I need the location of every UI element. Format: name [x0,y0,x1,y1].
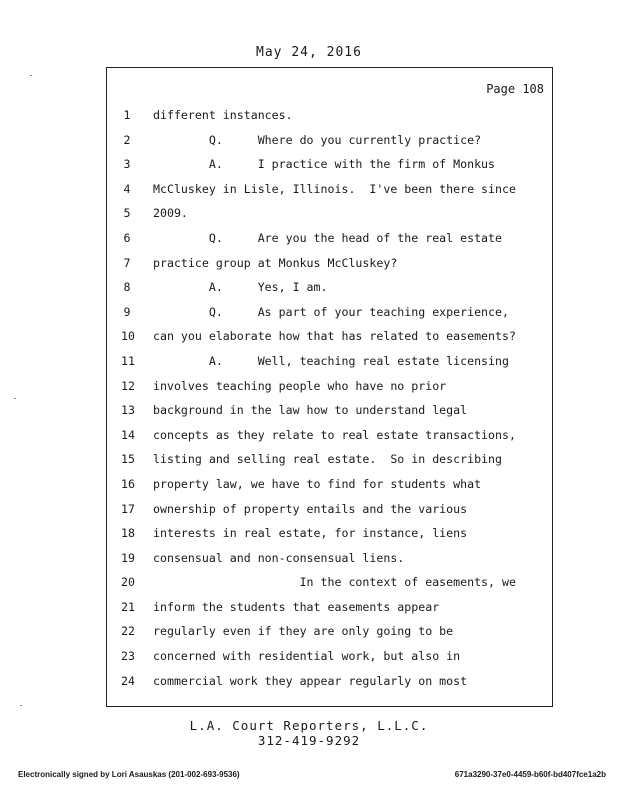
line-number: 2 [123,132,131,147]
transcript-line [107,669,552,694]
line-text: listing and selling real estate. So in describing [153,452,503,467]
line-number: 7 [123,255,131,270]
line-number: 8 [123,280,131,295]
line-text: practice group at Monkus McCluskey? [153,255,398,270]
line-number: 1 [123,108,131,122]
line-text: concerned with residential work, but also in [153,649,461,664]
line-text: interests in real estate, for instance, liens [153,526,468,541]
scan-speck [20,705,22,706]
line-text: Q. Where do you currently practice? [153,132,482,147]
line-number: 14 [121,427,135,442]
transcript-line [107,595,552,620]
court-reporter-block [0,718,618,748]
line-text: property law, we have to find for students what [153,476,482,491]
line-text: consensual and non-consensual liens. [153,550,405,565]
transcript-line [107,152,552,177]
line-text: background in the law how to understand legal [153,403,468,418]
transcript-line [107,128,552,153]
line-number: 21 [121,599,135,614]
line-number: 10 [121,329,135,344]
transcript-line [107,103,552,128]
line-number: 20 [121,575,135,590]
line-number: 3 [123,157,131,172]
transcript-frame [106,67,553,707]
line-number: 5 [123,206,131,221]
transcript-line [107,374,552,399]
line-text: A. Well, teaching real estate licensing [153,353,509,368]
line-text: regularly even if they are only going to be [153,624,454,639]
scan-speck [14,398,16,399]
line-text: 2009. [153,206,188,221]
line-number: 17 [121,501,135,516]
line-text: McCluskey in Lisle, Illinois. I've been there since [153,181,516,196]
transcript-line [107,300,552,325]
line-text: inform the students that easements appear [153,599,440,614]
line-number: 24 [121,673,135,688]
transcript-line [107,423,552,448]
line-number: 6 [123,230,131,245]
transcript-line [107,644,552,669]
transcript-line [107,497,552,522]
transcript-line [107,398,552,423]
transcript-line [107,324,552,349]
line-number: 4 [123,181,131,196]
reporter-phone: 312-419-9292 [257,733,361,748]
transcript-line [107,570,552,595]
transcript-line [107,349,552,374]
line-text: A. Yes, I am. [153,280,328,295]
line-number: 18 [121,526,135,541]
line-number: 15 [121,452,135,467]
reporter-name: L.A. Court Reporters, L.L.C. [189,718,429,733]
line-text: can you elaborate how that has related to easements? [153,329,516,344]
line-text: different instances. [153,108,293,122]
line-number: 16 [121,476,135,491]
transcript-line [107,521,552,546]
transcript-line [107,251,552,276]
transcript-line [107,619,552,644]
line-text: commercial work they appear regularly on most [153,673,468,688]
line-text: Q. As part of your teaching experience, [153,304,509,319]
line-text: A. I practice with the firm of Monkus [153,157,496,172]
line-text: In the context of easements, we [153,575,516,590]
document-id-footer: 671a3290-37e0-4459-b60f-bd407fce1a2b [454,770,606,779]
line-text: Q. Are you the head of the real estate [153,230,503,245]
transcript-line [107,447,552,472]
transcript-line [107,177,552,202]
line-number: 11 [121,353,135,368]
line-text: concepts as they relate to real estate transactions, [153,427,516,442]
page-number: Page 108 [486,82,544,96]
line-text: ownership of property entails and the various [153,501,468,516]
transcript-line [107,201,552,226]
transcript-line [107,472,552,497]
line-number: 23 [121,649,135,664]
line-number: 9 [123,304,131,319]
line-number: 13 [121,403,135,418]
signature-footer: Electronically signed by Lori Asauskas (201-002-693-9536) [18,770,240,779]
deposition-date: May 24, 2016 [256,45,362,60]
line-number: 12 [121,378,135,393]
line-number: 19 [121,550,135,565]
transcript-line [107,275,552,300]
line-text: involves teaching people who have no prior [153,378,447,393]
scan-speck [30,75,32,76]
transcript-lines [107,103,552,693]
transcript-line [107,546,552,571]
line-number: 22 [121,624,135,639]
transcript-line [107,226,552,251]
